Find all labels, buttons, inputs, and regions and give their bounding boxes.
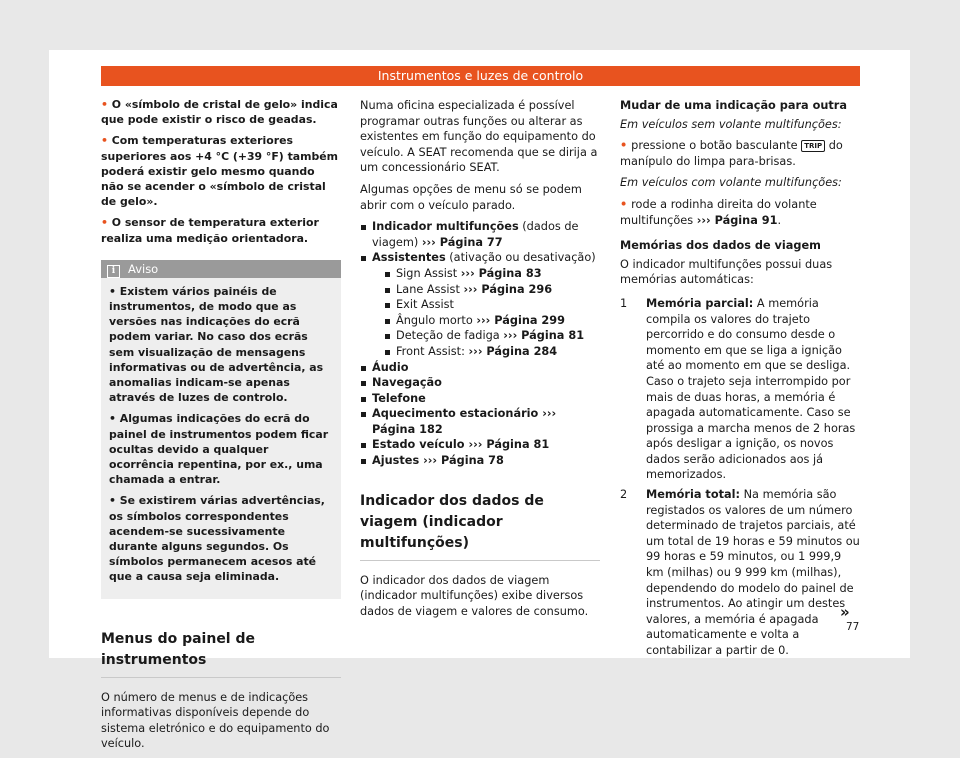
- list-item: Sign Assist ››› Página 83: [372, 266, 600, 282]
- bullet-dot-icon: •: [620, 197, 632, 211]
- paragraph: O indicador multifunções possui duas memórias automáticas:: [620, 257, 833, 287]
- page-link[interactable]: ››› Página 81: [503, 329, 585, 343]
- paragraph: Numa oficina especializada é possível programar outras funções ou alterar as existentes em função do equipamento do veículo. A SEAT recomenda que se dirija a um concessionário SEAT.: [360, 99, 598, 175]
- section-title-menus: Menus do painel de instrumentos: [101, 629, 341, 678]
- page-link[interactable]: ››› Página 296: [463, 282, 553, 296]
- page-link[interactable]: ››› Página 81: [468, 438, 550, 452]
- warning-item: • O «símbolo de cristal de gelo» indica que pode existir o risco de geadas.: [101, 98, 338, 127]
- page-link[interactable]: ››› Página 284: [468, 344, 558, 358]
- bullet-dot-icon: •: [620, 139, 632, 153]
- trip-button-icon: TRIP: [801, 140, 825, 152]
- note-item: • Algumas indicações do ecrã do painel de instrumentos podem ficar ocultas devido a qualquer ocorrência repentina, por ex., uma chamada a entrar.: [109, 412, 329, 487]
- column-3: [620, 98, 860, 663]
- warning-item: • Com temperaturas exteriores superiores aos +4 °C (+39 °F) também poderá existir gelo mesmo quando não se acender o «símbolo de cristal de gelo».: [101, 134, 338, 209]
- step-item: • pressione o botão basculante TRIP do manípulo do limpa para-brisas.: [620, 139, 843, 168]
- step-item: • rode a rodinha direita do volante multifunções ››› Página 91.: [620, 197, 817, 227]
- menu-list: [360, 219, 600, 469]
- page-number: 77: [846, 621, 860, 633]
- list-item: Deteção de fadiga ››› Página 81: [372, 328, 600, 344]
- list-item: Telefone: [360, 391, 600, 407]
- list-item: Lane Assist ››› Página 296: [372, 282, 600, 298]
- list-item: Estado veículo ››› Página 81: [360, 437, 600, 453]
- note-item: • Se existirem várias advertências, os símbolos correspondentes acendem-se sucessivamente durante alguns segundos. Os símbolos permanecem acesos até que a causa seja eliminada.: [109, 494, 325, 584]
- note-title: Aviso: [128, 261, 159, 276]
- page-header: Instrumentos e luzes de controlo: [101, 66, 860, 86]
- section-title-trip-data: Indicador dos dados de viagem (indicador multifunções): [360, 491, 600, 561]
- bullet-dot-icon: •: [101, 134, 112, 148]
- item-number: 1: [620, 296, 628, 310]
- page-link[interactable]: ››› Página 78: [423, 454, 504, 468]
- condition-text: Em veículos com volante multifunções:: [620, 176, 842, 190]
- section-text: O número de menus e de indicações informativas disponíveis depende do sistema eletrónico e do equipamento do veículo.: [101, 690, 330, 751]
- section-text: O indicador dos dados de viagem (indicador multifunções) exibe diversos dados de viagem e valores de consumo.: [360, 573, 589, 618]
- list-item: Ajustes ››› Página 78: [360, 453, 600, 469]
- memory-item: 1 Memória parcial: A memória compila os valores do trajeto percorrido e do consumo desde o momento em que se liga a ignição até ao momento em que se desliga. Caso o trajeto seja interrompido por mais de duas horas, a memória é apagada automaticamente. Caso se prossiga a marcha menos de 2 horas após desligar a ignição, os novos dados serão adicionados aos já memorizados.: [620, 296, 856, 482]
- list-item: Áudio: [360, 360, 600, 376]
- item-number: 2: [620, 488, 628, 502]
- subheading: Memórias dos dados de viagem: [620, 239, 821, 253]
- subheading: Mudar de uma indicação para outra: [620, 99, 847, 112]
- list-item: Exit Assist: [372, 297, 600, 313]
- paragraph: Algumas opções de menu só se podem abrir com o veículo parado.: [360, 182, 582, 212]
- list-item: Aquecimento estacionário ››› Página 182: [360, 406, 600, 437]
- list-item: Ângulo morto ››› Página 299: [372, 313, 600, 329]
- page-link[interactable]: ››› Página 299: [476, 313, 565, 327]
- note-body: [101, 284, 341, 599]
- bullet-dot-icon: •: [101, 216, 112, 230]
- note-item: • Existem vários painéis de instrumentos, de modo que as versões nas indicações do ecrã podem variar. No caso dos ecrãs sem visualização de mensagens informativas ou de advertência, as anomalias indicam-se apenas através de luzes de controlo.: [109, 284, 324, 405]
- warning-list: [101, 97, 341, 246]
- column-1: [101, 97, 341, 758]
- list-item: Indicador multifunções (dados de viagem) ››› Página 77: [360, 219, 600, 250]
- memory-item: 2 Memória total: Na memória são registados os valores de um número determinado de trajetos parciais, até um total de 19 horas e 59 minutos ou 99 horas e 59 minutos, ou 1 999,9 km (milhas) ou 9 999 km (milhas), dependendo do modelo do painel de instrumentos. Ao atingir um destes valores, a memória é apagada automaticamente e volta a contabilizar a partir de 0.: [620, 488, 860, 657]
- list-item: Navegação: [360, 375, 600, 391]
- page-link[interactable]: ››› Página 91: [696, 213, 778, 227]
- page-link[interactable]: ››› Página 83: [460, 266, 542, 280]
- continue-arrow-icon: »: [840, 603, 850, 621]
- warning-item: • O sensor de temperatura exterior realiza uma medição orientadora.: [101, 216, 319, 245]
- list-item: Assistentes (ativação ou desativação) Sign Assist ››› Página 83 Lane Assist ››› Página 296 Exit Assist Ângulo morto ››› Página 299 Deteção de fadiga ››› Página 81 Front Assist: ››› Página 284: [360, 250, 600, 359]
- note-header: [101, 260, 341, 278]
- bullet-dot-icon: •: [101, 98, 112, 111]
- assist-list: [372, 266, 600, 360]
- list-item: Front Assist: ››› Página 284: [372, 344, 600, 360]
- info-icon: i: [107, 265, 120, 278]
- column-2: [360, 98, 600, 625]
- condition-text: Em veículos sem volante multifunções:: [620, 117, 842, 131]
- note-box: [101, 260, 341, 599]
- page-link[interactable]: ››› Página 77: [421, 235, 503, 249]
- page-link[interactable]: ››› Página 182: [372, 407, 557, 436]
